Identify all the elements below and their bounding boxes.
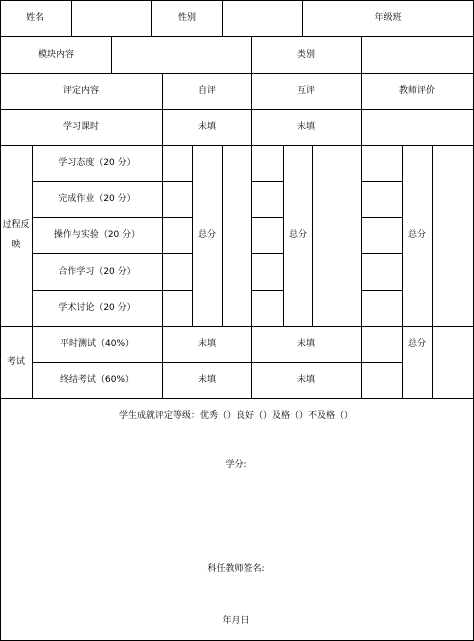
grid-line xyxy=(251,73,252,145)
study-hours-peer-value: 未填 xyxy=(296,122,316,132)
grid-line xyxy=(361,73,362,145)
grid-line xyxy=(162,73,163,145)
exam-item-quiz: 平时测试（40%） xyxy=(59,339,135,349)
grid-line xyxy=(0,398,474,399)
grid-line xyxy=(251,217,283,218)
study-hours-self-value: 未填 xyxy=(197,122,217,132)
process-item-homework: 完成作业（20 分） xyxy=(58,194,136,204)
grid-line xyxy=(251,253,283,254)
grid-line xyxy=(361,217,402,218)
self-eval-header: 自评 xyxy=(197,86,217,96)
grid-line xyxy=(0,73,474,74)
grid-line xyxy=(251,181,283,182)
teacher-eval-header: 教师评价 xyxy=(398,86,436,96)
final-peer-value: 未填 xyxy=(296,375,316,385)
quiz-self-value: 未填 xyxy=(197,339,217,349)
grid-line xyxy=(32,181,192,182)
quiz-peer-value: 未填 xyxy=(296,339,316,349)
grade-level-line: 学生成就评定等级：优秀（）良好（）及格（）不及格（） xyxy=(118,411,354,421)
grid-line xyxy=(162,145,163,398)
grid-line xyxy=(32,145,33,398)
grade-class-label: 年级班 xyxy=(374,13,402,23)
grid-line xyxy=(32,290,192,291)
credits-label: 学分: xyxy=(225,460,247,470)
peer-total-label: 总分 xyxy=(288,230,308,240)
grid-line xyxy=(361,290,402,291)
grid-line xyxy=(151,0,152,36)
grid-line xyxy=(361,181,402,182)
name-field[interactable] xyxy=(72,1,150,35)
teacher-total-label: 总分 xyxy=(407,230,427,240)
exam-item-final: 终结考试（60%） xyxy=(59,375,135,385)
peer-eval-header: 互评 xyxy=(296,86,316,96)
teacher-signature-label: 科任教师签名: xyxy=(207,564,265,574)
grid-line xyxy=(251,36,252,73)
grid-line xyxy=(361,253,402,254)
grid-line xyxy=(251,290,283,291)
category-label: 类别 xyxy=(296,50,316,60)
grid-line xyxy=(432,145,433,398)
grid-line xyxy=(361,145,362,398)
grid-line xyxy=(32,217,192,218)
process-item-attitude: 学习态度（20 分） xyxy=(58,158,136,168)
grid-line xyxy=(402,145,403,398)
process-item-experiment: 操作与实验（20 分） xyxy=(53,230,141,240)
final-self-value: 未填 xyxy=(197,375,217,385)
process-label: 过程反映 xyxy=(2,220,30,250)
grid-line xyxy=(302,0,303,36)
grid-line xyxy=(32,253,192,254)
module-content-field[interactable] xyxy=(112,38,250,72)
grid-line xyxy=(0,109,474,110)
exam-teacher-total-label: 总分 xyxy=(407,339,427,349)
grid-line xyxy=(283,145,284,326)
gender-field[interactable] xyxy=(223,1,301,35)
process-item-cooperation: 合作学习（20 分） xyxy=(58,267,136,277)
grid-line xyxy=(222,145,223,326)
self-total-label: 总分 xyxy=(197,230,217,240)
eval-content-label: 评定内容 xyxy=(62,86,100,96)
category-field[interactable] xyxy=(362,38,472,72)
process-item-discussion: 学术讨论（20 分） xyxy=(58,303,136,313)
exam-label: 考试 xyxy=(6,357,26,367)
grid-line xyxy=(0,0,1,641)
grid-line xyxy=(251,145,252,398)
date-label: 年月日 xyxy=(222,616,250,626)
gender-label: 性别 xyxy=(177,13,197,23)
study-hours-label: 学习课时 xyxy=(62,122,100,132)
module-content-label: 模块内容 xyxy=(37,50,75,60)
grid-line xyxy=(32,362,402,363)
grid-line xyxy=(192,145,193,326)
grid-line xyxy=(0,36,474,37)
name-label: 姓名 xyxy=(26,13,45,23)
grid-line xyxy=(312,145,313,326)
